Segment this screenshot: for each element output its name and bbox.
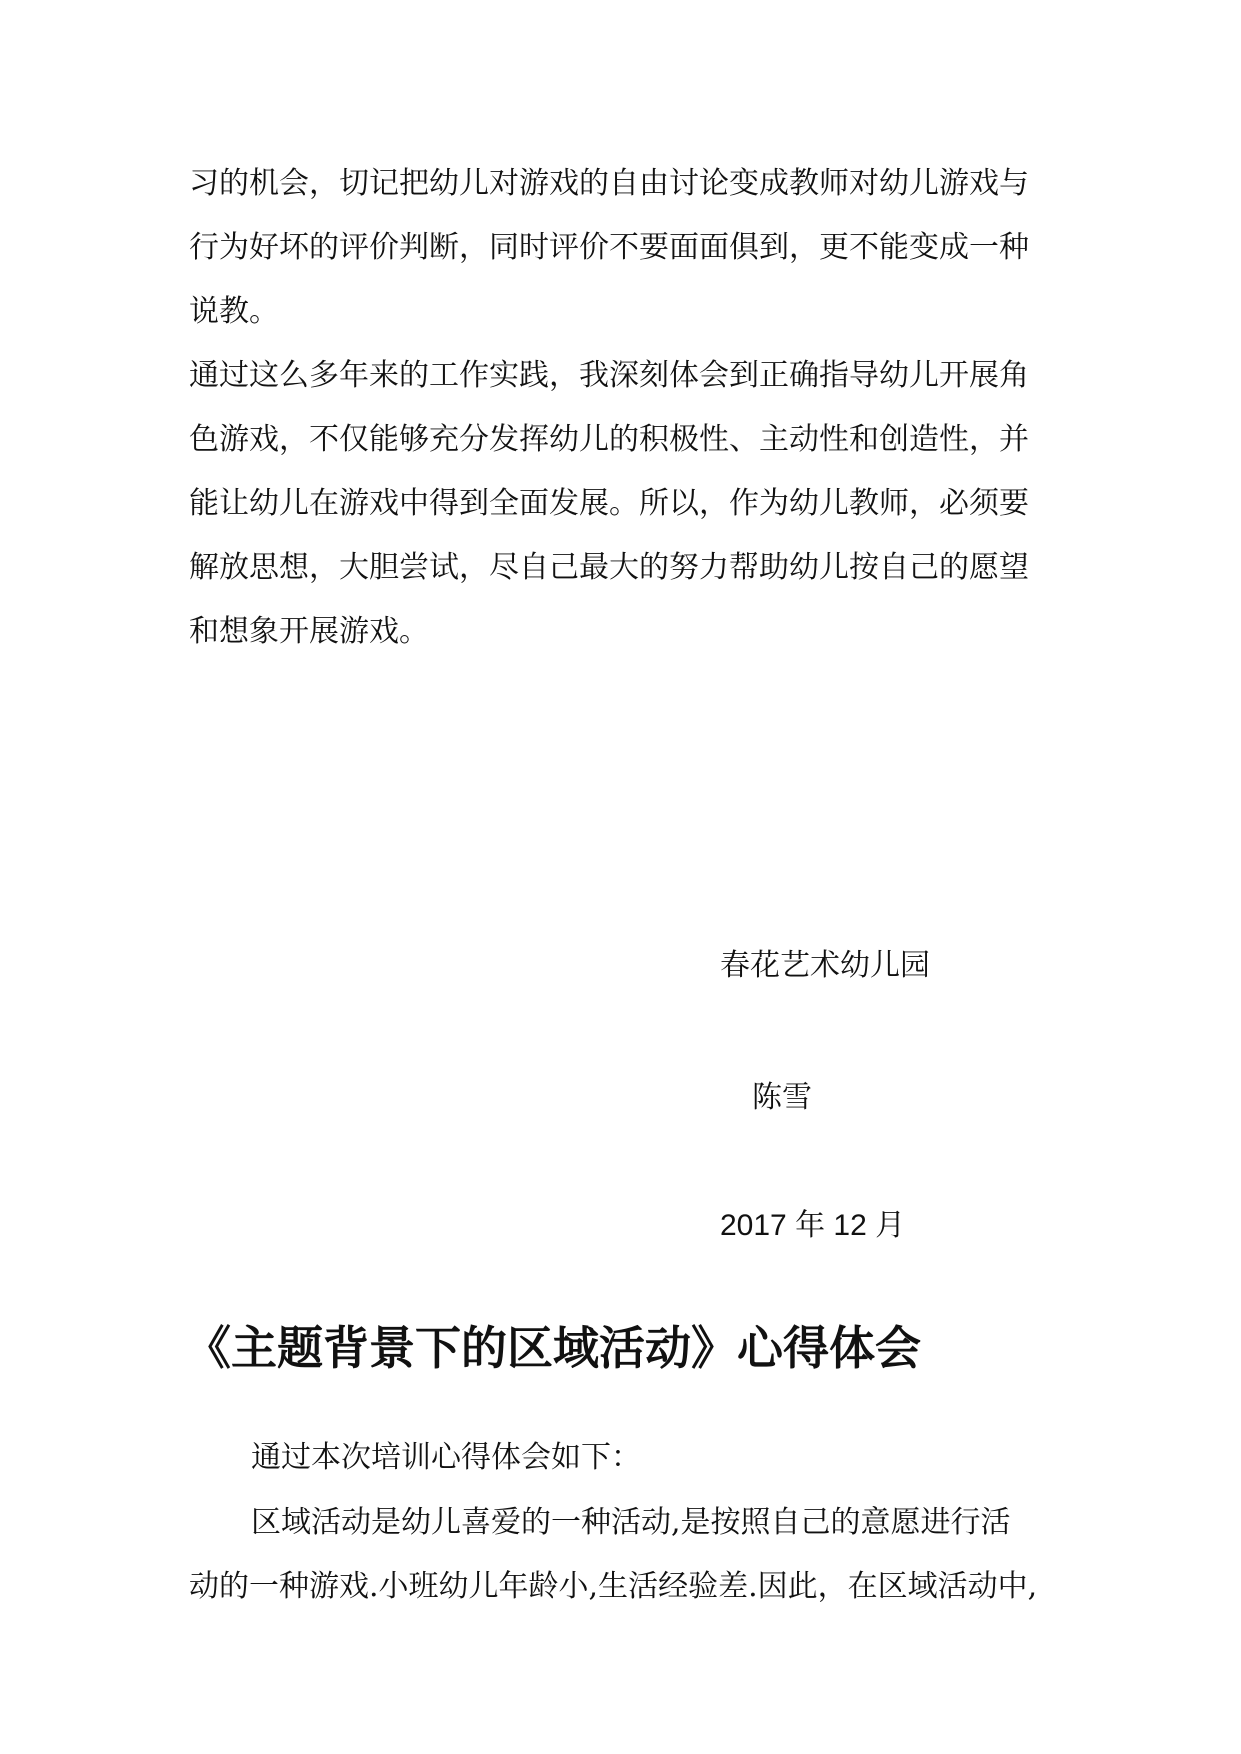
paragraph-line: 区域活动是幼儿喜爱的一种活动,是按照自己的意愿进行活 [251, 1505, 1011, 1540]
paragraph-line: 行为好坏的评价判断，同时评价不要面面俱到，更不能变成一种 [189, 230, 1029, 265]
signature-author: 陈雪 [752, 1080, 812, 1115]
paragraph-line: 习的机会，切记把幼儿对游戏的自由讨论变成教师对幼儿游戏与 [189, 166, 1029, 201]
paragraph-line: 通过这么多年来的工作实践，我深刻体会到正确指导幼儿开展角 [189, 358, 1029, 393]
signature-date: 2017 年 12 月 [720, 1209, 906, 1242]
article-intro: 通过本次培训心得体会如下： [251, 1440, 641, 1475]
paragraph-line: 能让幼儿在游戏中得到全面发展。所以，作为幼儿教师，必须要 [189, 486, 1029, 521]
article-title: 《主题背景下的区域活动》心得体会 [185, 1321, 921, 1375]
paragraph-line: 说教。 [189, 294, 279, 329]
paragraph-line: 解放思想，大胆尝试，尽自己最大的努力帮助幼儿按自己的愿望 [189, 550, 1029, 585]
paragraph-line: 色游戏，不仅能够充分发挥幼儿的积极性、主动性和创造性，并 [189, 422, 1029, 457]
paragraph-line: 动的一种游戏.小班幼儿年龄小,生活经验差.因此，在区域活动中, [189, 1569, 1038, 1604]
paragraph-line: 和想象开展游戏。 [189, 614, 429, 649]
signature-organization: 春花艺术幼儿园 [720, 948, 930, 983]
